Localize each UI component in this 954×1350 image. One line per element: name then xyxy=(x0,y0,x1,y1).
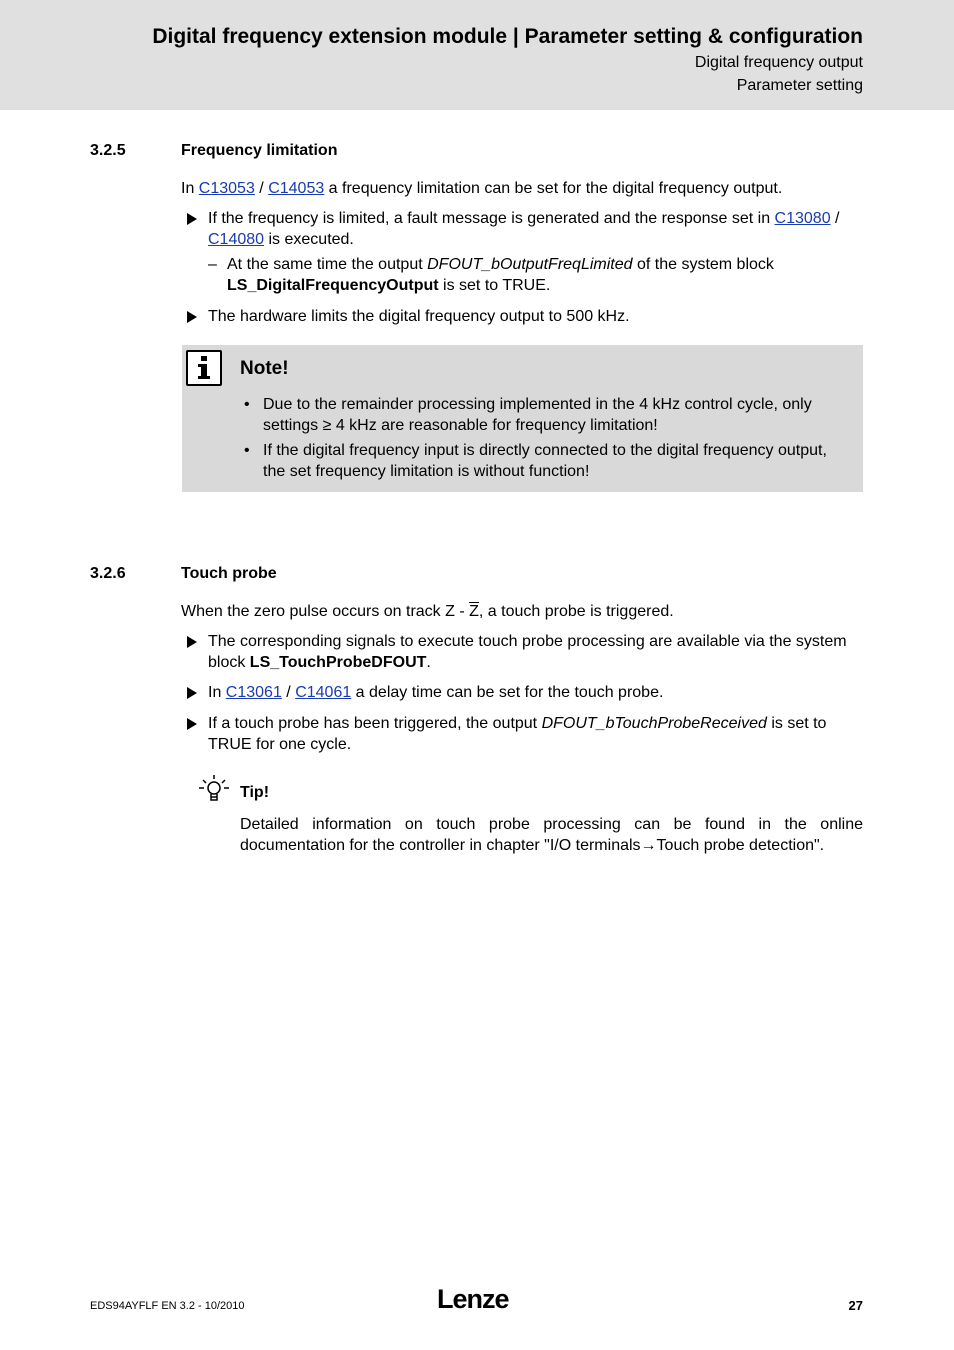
header-subtitle-1: Digital frequency output xyxy=(694,54,863,71)
block-name: LS_DigitalFrequencyOutput xyxy=(227,277,439,294)
link-c14053[interactable]: C14053 xyxy=(268,180,325,197)
list-item-text xyxy=(208,682,863,703)
text: of the system block xyxy=(632,256,774,273)
dash-bullet: – xyxy=(208,256,217,273)
arrow-icon: → xyxy=(640,837,657,854)
signal-name: DFOUT_bOutputFreqLimited xyxy=(427,256,633,273)
text: If a touch probe has been triggered, the output xyxy=(208,715,542,732)
text: , a touch probe is triggered. xyxy=(478,603,674,620)
text: / xyxy=(254,180,269,197)
tip-heading: Tip! xyxy=(240,784,270,801)
note-item-text: If the digital frequency input is directly connected to the digital frequency output, the set frequency limitation is without function! xyxy=(263,442,827,480)
text: a frequency limitation can be set for the digital frequency output. xyxy=(324,180,783,197)
text: In xyxy=(181,180,199,197)
signal-name: DFOUT_bTouchProbeReceived xyxy=(541,715,767,732)
triangle-bullet-icon xyxy=(187,718,197,730)
text: is set to TRUE. xyxy=(438,277,551,294)
note-box xyxy=(182,345,863,492)
paragraph-intro xyxy=(181,178,863,199)
note-item xyxy=(244,394,844,436)
list-item xyxy=(187,682,863,703)
list-item-text: The hardware limits the digital frequency output to 500 kHz. xyxy=(208,308,630,325)
link-c14061[interactable]: C14061 xyxy=(295,684,352,701)
info-icon xyxy=(186,350,222,386)
list-item xyxy=(187,713,863,755)
text: / xyxy=(830,210,840,227)
text: Detailed information on touch probe processing can be found in the online documentation for the controller in chapter "I/O terminals xyxy=(240,816,863,854)
triangle-bullet-icon xyxy=(187,687,197,699)
text: At the same time the output xyxy=(227,256,428,273)
header-title: Digital frequency extension module | Parameter setting & configuration xyxy=(152,25,863,48)
link-c13061[interactable]: C13061 xyxy=(225,684,282,701)
header-subtitle-2: Parameter setting xyxy=(736,77,863,94)
text: In xyxy=(208,684,226,701)
text: Touch probe detection". xyxy=(656,837,825,854)
text: / xyxy=(281,684,296,701)
text: a delay time can be set for the touch probe. xyxy=(351,684,664,701)
bullet-dot: • xyxy=(244,396,250,413)
triangle-bullet-icon xyxy=(187,311,197,323)
link-c14080[interactable]: C14080 xyxy=(208,231,265,248)
list-item-text xyxy=(208,208,863,250)
list-item-text xyxy=(208,713,863,755)
text: If the frequency is limited, a fault message is generated and the response set in xyxy=(208,210,775,227)
link-c13080[interactable]: C13080 xyxy=(774,210,831,227)
section-number: 3.2.5 xyxy=(90,142,126,159)
tip-text xyxy=(240,814,863,856)
triangle-bullet-icon xyxy=(187,636,197,648)
text: The corresponding signals to execute touch probe processing are available via the system block xyxy=(208,633,847,671)
block-name: LS_TouchProbeDFOUT xyxy=(249,654,427,671)
list-item xyxy=(187,631,863,673)
text: . xyxy=(426,654,431,671)
text: is executed. xyxy=(264,231,354,248)
section-number: 3.2.6 xyxy=(90,565,126,582)
page-number: 27 xyxy=(848,1298,863,1313)
list-item xyxy=(187,306,863,327)
lightbulb-icon xyxy=(196,773,232,809)
list-item-text xyxy=(208,631,863,673)
page-header xyxy=(0,0,954,110)
lenze-logo: Lenze xyxy=(437,1284,509,1314)
link-c13053[interactable]: C13053 xyxy=(198,180,255,197)
paragraph-intro xyxy=(181,601,863,622)
sub-list-item-text xyxy=(227,254,863,296)
z-inverted: $\overline{Z}$ xyxy=(469,603,479,620)
list-item xyxy=(187,208,863,250)
section-title: Frequency limitation xyxy=(181,142,338,159)
note-heading: Note! xyxy=(240,358,289,379)
triangle-bullet-icon xyxy=(187,213,197,225)
document-id: EDS94AYFLF EN 3.2 - 10/2010 xyxy=(90,1300,245,1312)
section-title: Touch probe xyxy=(181,565,277,582)
bullet-dot: • xyxy=(244,442,250,459)
text: is set to TRUE for one cycle. xyxy=(208,715,827,753)
sub-list-item xyxy=(208,254,863,296)
note-item-text: Due to the remainder processing implemented in the 4 kHz control cycle, only settings ≥ 4 kHz are reasonable for frequency limitation! xyxy=(263,396,812,434)
text: When the zero pulse occurs on track Z - xyxy=(181,603,470,620)
note-item xyxy=(244,440,844,482)
